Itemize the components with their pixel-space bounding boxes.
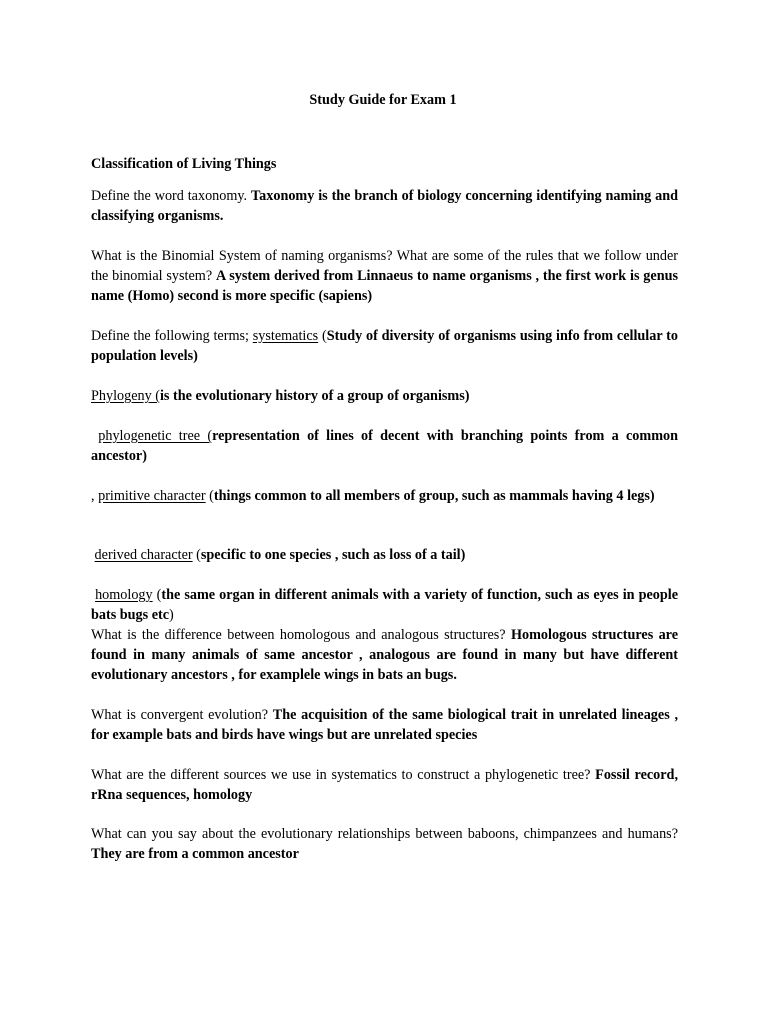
phylogenetic-tree-term: phylogenetic tree ( [98, 428, 213, 444]
convergent-evolution-question: What is convergent evolution? [91, 707, 269, 723]
homology-close-paren: ) [169, 607, 174, 623]
homologous-analogous-answer: Homologous structures are found in many animals of same ancestor , analogous are found in many but have different evolutionary ancestors , for examplele wings in bats an bugs. [91, 627, 679, 683]
relationships-question: What can you say about the evolutionary relationships between baboons, chimpanzees and humans? [91, 826, 678, 842]
phylogeny-answer: is the evolutionary history of a group of organisms) [159, 388, 470, 404]
homology-answer: the same organ in different animals with a variety of function, such as eyes in people bats bugs etc [91, 587, 678, 623]
primitive-character-term: primitive character [98, 488, 206, 504]
phylogeny-term: Phylogeny ( [91, 388, 160, 404]
systematics-term: systematics [252, 328, 319, 344]
primitive-character-open-paren: ( [209, 488, 214, 504]
sources-answer: Fossil record, rRna sequences, homology [91, 767, 678, 803]
primitive-character-prefix: , [91, 488, 95, 504]
convergent-evolution-paragraph [91, 705, 678, 745]
taxonomy-question: Define the word taxonomy. [91, 188, 248, 204]
taxonomy-answer: Taxonomy is the branch of biology concerning identifying naming and classifying organisms. [91, 188, 679, 224]
homology-term: homology [95, 587, 153, 603]
systematics-prefix: Define the following terms; [91, 328, 249, 344]
phylogenetic-tree-answer: representation of lines of decent with branching points from a common ancestor) [91, 428, 678, 464]
derived-character-answer: specific to one species , such as loss of a tail) [200, 547, 466, 563]
binomial-paragraph [91, 246, 678, 306]
relationships-answer: They are from a common ancestor [91, 846, 299, 862]
systematics-open-paren: ( [321, 328, 327, 344]
taxonomy-paragraph [91, 186, 678, 226]
homologous-analogous-question: What is the difference between homologous and analogous structures? [91, 627, 506, 643]
sources-question: What are the different sources we use in systematics to construct a phylogenetic tree? [91, 767, 591, 783]
binomial-answer: A system derived from Linnaeus to name organisms , the first work is genus name (Homo) second is more specific (sapiens) [91, 268, 678, 304]
homology-open-paren: ( [156, 587, 162, 603]
section-heading: Classification of Living Things [91, 156, 277, 172]
primitive-character-paragraph [91, 486, 678, 506]
relationships-paragraph [91, 824, 678, 864]
document-title: Study Guide for Exam 1 [309, 92, 457, 108]
sources-paragraph [91, 765, 678, 805]
homology-paragraph [91, 585, 678, 625]
binomial-question: What is the Binomial System of naming organisms? What are some of the rules that we follow under the binomial system? [91, 248, 678, 284]
derived-character-open-paren: ( [196, 547, 201, 563]
convergent-evolution-answer: The acquisition of the same biological trait in unrelated lineages , for example bats and birds have wings but are unrelated species [91, 707, 678, 743]
derived-character-paragraph [91, 545, 678, 565]
systematics-paragraph [91, 326, 678, 366]
derived-character-term: derived character [94, 547, 193, 563]
primitive-character-answer: things common to all members of group, such as mammals having 4 legs) [213, 488, 655, 504]
homologous-analogous-paragraph [91, 625, 678, 685]
systematics-answer: Study of diversity of organisms using info from cellular to population levels) [91, 328, 678, 364]
phylogenetic-tree-paragraph [91, 426, 678, 466]
phylogeny-paragraph [91, 386, 678, 406]
